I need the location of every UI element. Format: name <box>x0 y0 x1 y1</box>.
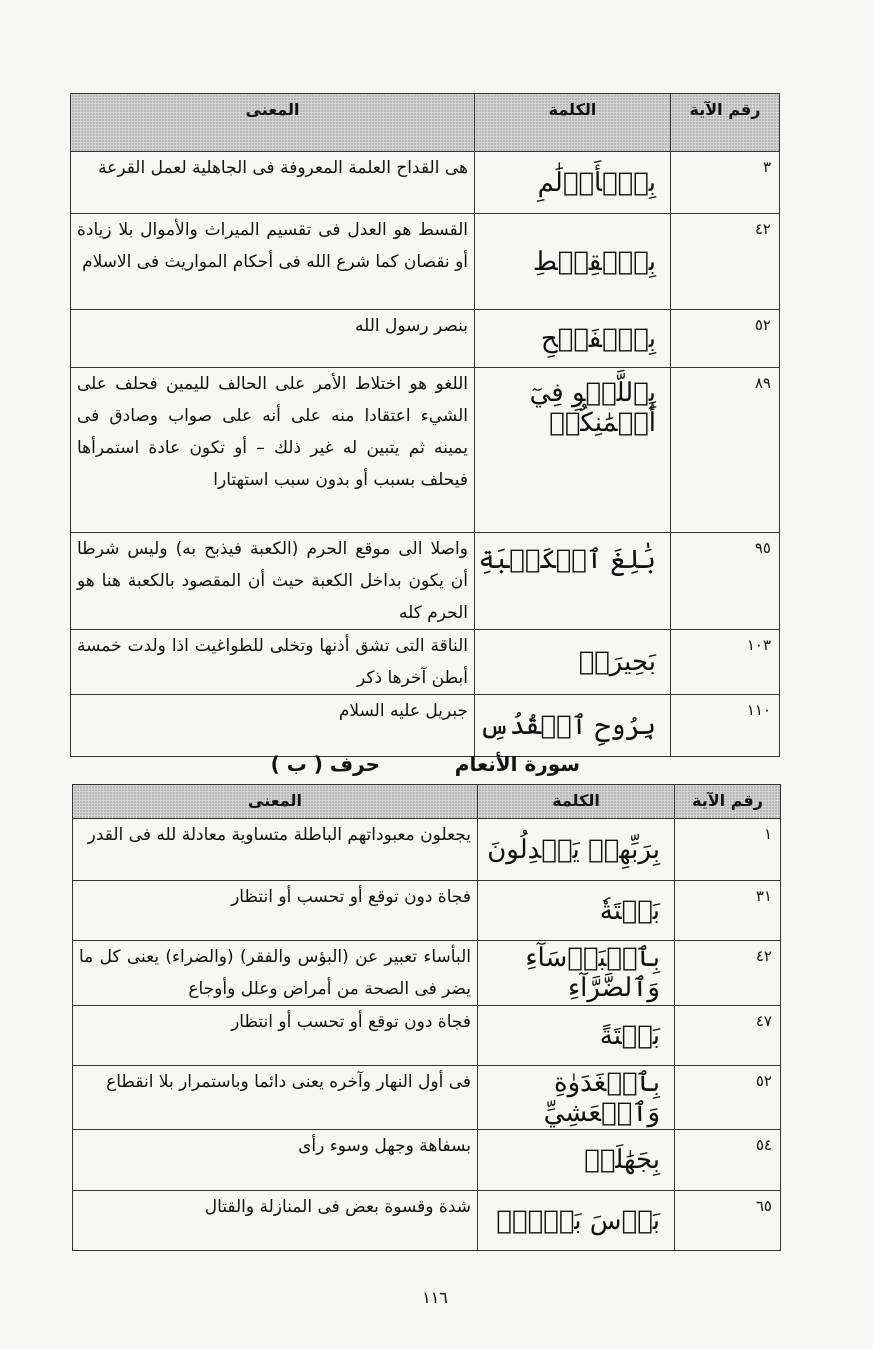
header-word: الكلمة <box>475 94 671 152</box>
quran-word: بَغۡتَةٗ <box>478 881 675 941</box>
word-meaning: فجاة دون توقع أو تحسب أو انتظار <box>73 881 478 941</box>
table-row <box>71 695 780 757</box>
verse-number: ٥٤ <box>675 1130 781 1191</box>
table-row <box>73 819 781 881</box>
verse-number: ٥٢ <box>675 1066 781 1130</box>
quran-word: بِٱلۡغَدَوٰةِ وَٱلۡعَشِيِّ <box>478 1066 675 1130</box>
word-meaning: الناقة التى تشق أذنها وتخلى للطواغيت اذا ولدت خمسة أبطن آخرها ذكر <box>71 630 475 695</box>
header-word: الكلمة <box>478 785 675 819</box>
table-row <box>73 941 781 1006</box>
table-row <box>73 881 781 941</box>
table-row <box>73 1130 781 1191</box>
verse-number: ١٠٣ <box>671 630 780 695</box>
quran-word: بِرَبِّهِمۡ يَعۡدِلُونَ <box>478 819 675 881</box>
header-meaning: المعنى <box>73 785 478 819</box>
table-row <box>71 214 780 310</box>
word-meaning: جبريل عليه السلام <box>71 695 475 757</box>
quran-word: بِٱللَّغۡوِ فِيٓ أَيۡمَٰنِكُمۡ <box>475 368 671 533</box>
quran-word: بَٰلِغَ ٱلۡكَعۡبَةِ <box>475 533 671 630</box>
word-meaning: يجعلون معبوداتهم الباطلة متساوية معادلة لله فى القدر <box>73 819 478 881</box>
page-number: ١١٦ <box>422 1288 448 1307</box>
header-verse-number: رقم الآية <box>675 785 781 819</box>
verse-number: ١ <box>675 819 781 881</box>
verse-number: ٤٧ <box>675 1006 781 1066</box>
quran-word: بَغۡتَةً <box>478 1006 675 1066</box>
word-meaning: بسفاهة وجهل وسوء رأى <box>73 1130 478 1191</box>
quran-word: بِٱلۡبَأۡسَآءِ وَٱلضَّرَّآءِ <box>478 941 675 1006</box>
verse-number: ١١٠ <box>671 695 780 757</box>
word-meaning: بنصر رسول الله <box>71 310 475 368</box>
quran-word: بِرُوحِ ٱلۡقُدُسِ <box>475 695 671 757</box>
header-verse-number: رقم الآية <box>671 94 780 152</box>
table-row <box>71 310 780 368</box>
table-row <box>73 1191 781 1251</box>
letter-title: حرف ( ب ) <box>270 752 380 776</box>
quran-word: بِٱلۡأَزۡلَٰمِ <box>475 152 671 214</box>
verse-number: ٨٩ <box>671 368 780 533</box>
header-meaning: المعنى <box>71 94 475 152</box>
table-row <box>71 152 780 214</box>
quran-word: بِٱلۡقِسۡطِ <box>475 214 671 310</box>
word-meaning: هى القداح العلمة المعروفة فى الجاهلية لعمل القرعة <box>71 152 475 214</box>
verse-number: ٤٢ <box>671 214 780 310</box>
word-meaning: البأساء تعبير عن (البؤس والفقر) (والضراء) يعنى كل ما يضر فى الصحة من أمراض وعلل وأوجاع <box>73 941 478 1006</box>
table-row <box>71 368 780 533</box>
surah-title: سورة الأنعام <box>454 752 580 776</box>
word-meaning: فجاة دون توقع أو تحسب أو انتظار <box>73 1006 478 1066</box>
quran-word: بِجَهَٰلَةٖ <box>478 1130 675 1191</box>
verse-number: ٤٢ <box>675 941 781 1006</box>
word-meaning: واصلا الى موقع الحرم (الكعبة فيذبح به) وليس شرطا أن يكون بداخل الكعبة حيث أن المقصود بالكعبة هنا هو الحرم كله <box>71 533 475 630</box>
verse-number: ٣ <box>671 152 780 214</box>
verse-number: ٩٥ <box>671 533 780 630</box>
verse-number: ٦٥ <box>675 1191 781 1251</box>
table-row <box>73 1066 781 1130</box>
verse-number: ٥٢ <box>671 310 780 368</box>
table-header-row <box>73 785 781 819</box>
word-meaning: فى أول النهار وآخره يعنى دائما وباستمرار بلا انقطاع <box>73 1066 478 1130</box>
vocabulary-table-2 <box>72 784 781 1251</box>
word-meaning: شدة وقسوة بعض فى المنازلة والقتال <box>73 1191 478 1251</box>
table-header-row <box>71 94 780 152</box>
quran-word: بَأۡسَ بَعۡضٍۗ <box>478 1191 675 1251</box>
verse-number: ٣١ <box>675 881 781 941</box>
table-row <box>71 630 780 695</box>
quran-word: بَحِيرَةٖ <box>475 630 671 695</box>
vocabulary-table-1 <box>70 93 780 757</box>
word-meaning: اللغو هو اختلاط الأمر على الحالف لليمين فحلف على الشيء اعتقادا منه على أنه على صواب وصادق فى يمينه ثم يتبين له غير ذلك – أو تكون عادة استمرأها فيحلف بسبب أو بدون سبب استهتارا <box>71 368 475 533</box>
word-meaning: القسط هو العدل فى تقسيم الميراث والأموال بلا زيادة أو نقصان كما شرع الله فى أحكام المواريث فى الاسلام <box>71 214 475 310</box>
table-row <box>71 533 780 630</box>
quran-word: بِٱلۡفَتۡحِ <box>475 310 671 368</box>
table-row <box>73 1006 781 1066</box>
section-heading <box>200 752 580 780</box>
